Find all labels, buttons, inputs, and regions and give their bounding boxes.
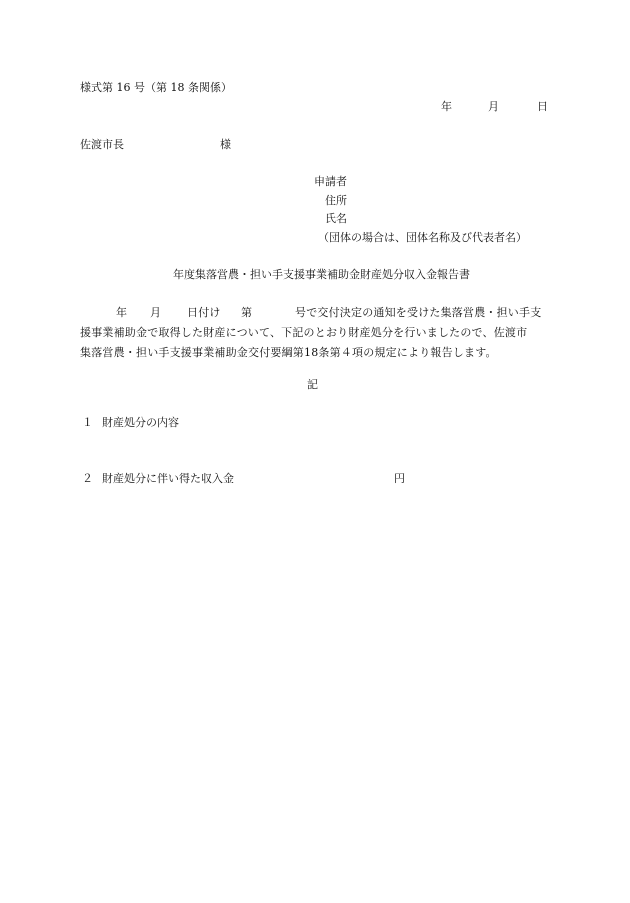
item-1-number: １ xyxy=(82,416,93,429)
item-2-number: ２ xyxy=(82,472,93,485)
applicant-address-label: 住所 xyxy=(325,194,347,207)
date-month: 月 xyxy=(488,100,499,113)
document-title: 年度集落営農・担い手支援事業補助金財産処分収入金報告書 xyxy=(173,268,470,281)
body-line-1 xyxy=(80,303,550,323)
date-year: 年 xyxy=(441,100,452,113)
applicant-group-note: （団体の場合は、団体名称及び代表者名） xyxy=(318,231,527,244)
addressee-honorific: 様 xyxy=(220,138,231,151)
body-year: 年 xyxy=(116,306,128,319)
addressee-name: 佐渡市長 xyxy=(80,138,124,151)
item-2-unit: 円 xyxy=(394,472,405,485)
item-1-label: 財産処分の内容 xyxy=(102,416,179,429)
body-paragraph xyxy=(80,303,550,363)
body-line-1-rest: 号で交付決定の通知を受けた集落営農・担い手支 xyxy=(295,306,542,319)
form-number: 様式第 16 号（第 18 条関係） xyxy=(80,81,232,94)
applicant-heading: 申請者 xyxy=(314,175,347,188)
ki-heading: 記 xyxy=(307,378,318,391)
body-line-2: 援事業補助金で取得した財産について、下記のとおり財産処分を行いましたので、佐渡市 xyxy=(80,326,528,339)
date-day: 日 xyxy=(537,100,548,113)
body-dated: 日付け xyxy=(187,306,221,319)
item-2-label: 財産処分に伴い得た収入金 xyxy=(102,472,234,485)
body-month: 月 xyxy=(150,306,162,319)
applicant-name-label: 氏名 xyxy=(325,212,347,225)
body-number-prefix: 第 xyxy=(241,306,253,319)
body-line-3: 集落営農・担い手支援事業補助金交付要綱第18条第４項の規定により報告します。 xyxy=(80,346,497,359)
